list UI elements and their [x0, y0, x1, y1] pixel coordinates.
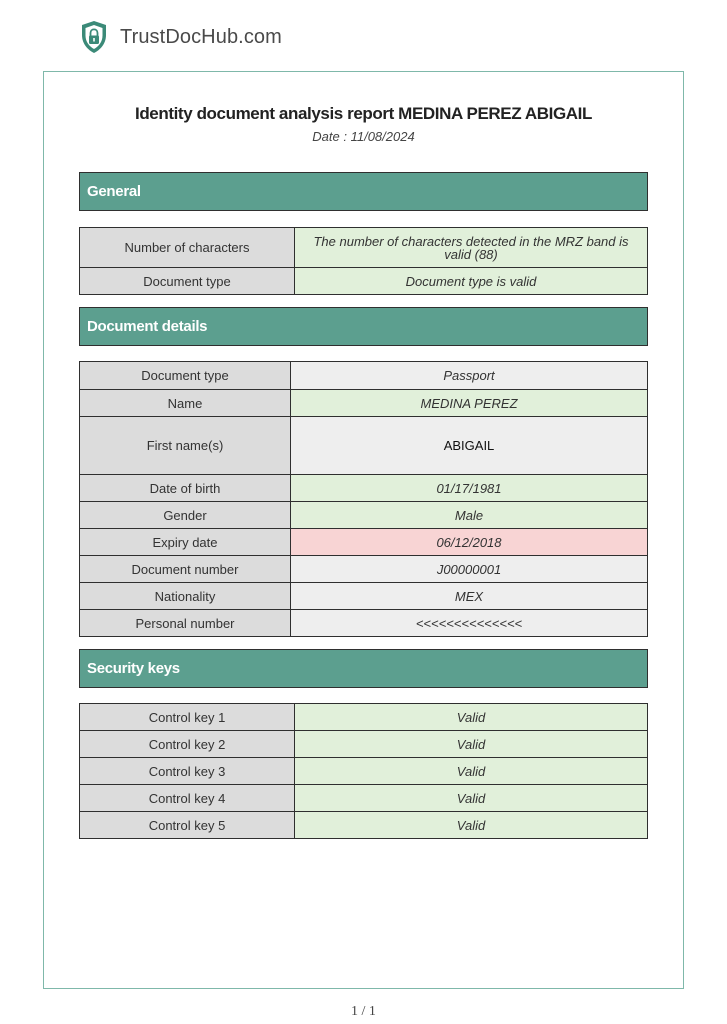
shield-lock-icon	[80, 20, 108, 54]
row-value: MEX	[291, 583, 648, 610]
row-label: Document type	[80, 362, 291, 390]
row-label: Gender	[80, 502, 291, 529]
row-label: Nationality	[80, 583, 291, 610]
row-value: Valid	[295, 812, 648, 839]
table-row	[80, 704, 648, 731]
row-value: J00000001	[291, 556, 648, 583]
row-value: MEDINA PEREZ	[291, 390, 648, 417]
row-value: 01/17/1981	[291, 475, 648, 502]
row-value: Passport	[291, 362, 648, 390]
row-value: Valid	[295, 704, 648, 731]
row-label: Control key 5	[80, 812, 295, 839]
row-label: Control key 2	[80, 731, 295, 758]
security-keys-table	[79, 703, 648, 839]
table-row	[80, 556, 648, 583]
table-row	[80, 785, 648, 812]
row-value: Valid	[295, 731, 648, 758]
row-label: Name	[80, 390, 291, 417]
row-label: Expiry date	[80, 529, 291, 556]
brand-name: TrustDocHub.com	[120, 25, 282, 48]
row-value: Document type is valid	[295, 268, 648, 295]
row-value: Male	[291, 502, 648, 529]
row-label: Control key 3	[80, 758, 295, 785]
section-header-security-keys: Security keys	[79, 649, 648, 688]
table-row	[80, 502, 648, 529]
row-label: Control key 4	[80, 785, 295, 812]
table-row	[80, 812, 648, 839]
table-row	[80, 583, 648, 610]
table-row	[80, 529, 648, 556]
table-row	[80, 758, 648, 785]
report-title: Identity document analysis report MEDINA PEREZ ABIGAIL	[135, 104, 592, 123]
section-header-document-details: Document details	[79, 307, 648, 346]
row-label: Number of characters	[80, 228, 295, 268]
table-row	[80, 268, 648, 295]
row-label: First name(s)	[80, 417, 291, 475]
table-row	[80, 610, 648, 637]
section-header-general: General	[79, 172, 648, 211]
row-value: ABIGAIL	[291, 417, 648, 475]
page-number: 1 / 1	[351, 1004, 376, 1019]
row-value: <<<<<<<<<<<<<<	[291, 610, 648, 637]
row-label: Document type	[80, 268, 295, 295]
row-value: Valid	[295, 758, 648, 785]
table-row	[80, 475, 648, 502]
report-date: Date : 11/08/2024	[312, 129, 415, 144]
general-table	[79, 227, 648, 295]
table-row	[80, 731, 648, 758]
brand-header	[80, 20, 282, 54]
table-row	[80, 362, 648, 390]
row-label: Personal number	[80, 610, 291, 637]
row-label: Document number	[80, 556, 291, 583]
row-value: 06/12/2018	[291, 529, 648, 556]
row-label: Date of birth	[80, 475, 291, 502]
document-details-table	[79, 361, 648, 637]
table-row	[80, 417, 648, 475]
table-row	[80, 390, 648, 417]
row-value: Valid	[295, 785, 648, 812]
table-row	[80, 228, 648, 268]
row-label: Control key 1	[80, 704, 295, 731]
row-value: The number of characters detected in the MRZ band is valid (88)	[295, 228, 648, 268]
